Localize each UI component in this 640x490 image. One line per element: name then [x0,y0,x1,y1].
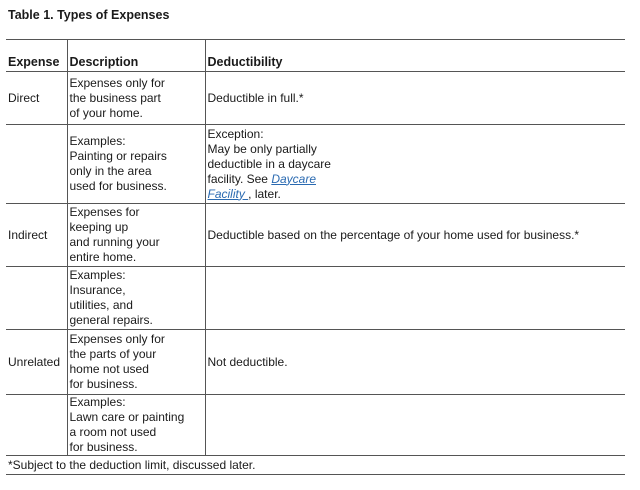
description-line: for business. [69,440,138,454]
description-line: Expenses only for [69,75,165,90]
deductibility-cell [205,125,625,204]
deductibility-line: May be only partially [207,141,317,156]
table-header-row [6,40,625,72]
daycare-facility-link-continued[interactable]: Facility [207,186,249,201]
deductibility-line: deductible in a daycare [207,156,331,171]
expenses-table [6,39,625,475]
description-line: the business part [69,90,161,105]
description-line: utilities, and [69,298,133,312]
description-line: Examples: [69,268,126,282]
footnote: *Subject to the deduction limit, discussed later. [6,456,625,475]
deductibility-line: Exception: [207,126,264,141]
deductibility-cell: Deductible in full.* [205,72,625,125]
description-line: keeping up [69,220,129,234]
daycare-facility-link[interactable]: Daycare [271,171,316,186]
expense-cell: Unrelated [6,330,67,395]
description-line: entire home. [69,250,137,264]
description-line: Lawn care or painting [69,410,185,424]
description-cell [67,267,205,330]
description-line: Examples: [69,134,126,148]
deductibility-cell: Deductible based on the percentage of your home used for business.* [205,204,625,267]
deductibility-cell [205,395,625,456]
table-row [6,204,625,267]
description-line: Expenses only for [69,332,165,346]
expense-cell [6,267,67,330]
table-row [6,125,625,204]
description-line: Examples: [69,395,126,409]
deductibility-line [208,187,625,202]
see-text: facility. See [207,171,272,186]
description-cell [67,72,205,125]
table-row [6,330,625,395]
expense-cell: Direct [6,72,67,125]
table-row [6,395,625,456]
later-text: , later. [248,186,281,201]
description-line: a room not used [69,425,157,439]
description-line: only in the area [69,164,152,178]
description-cell [67,330,205,395]
deductibility-cell [205,267,625,330]
header-description: Description [67,40,205,72]
expense-cell: Indirect [6,204,67,267]
description-line: and running your [69,235,160,249]
description-line: for business. [69,377,138,391]
expense-cell [6,395,67,456]
deductibility-cell: Not deductible. [205,330,625,395]
description-line: used for business. [69,179,167,193]
description-cell [67,395,205,456]
description-line: general repairs. [69,313,153,327]
description-line: Expenses for [69,205,140,219]
description-line: Painting or repairs [69,149,167,163]
description-line: of your home. [69,105,143,120]
description-cell [67,204,205,267]
expense-cell [6,125,67,204]
table-row [6,267,625,330]
description-line: Insurance, [69,283,126,297]
description-line: home not used [69,362,149,376]
table-row [6,72,625,125]
description-line: the parts of your [69,347,157,361]
header-expense: Expense [6,40,67,72]
description-cell [67,125,205,204]
header-deductibility: Deductibility [205,40,625,72]
table-title: Table 1. Types of Expenses [8,8,170,22]
footnote-row [6,456,625,475]
deductibility-line [208,172,625,187]
